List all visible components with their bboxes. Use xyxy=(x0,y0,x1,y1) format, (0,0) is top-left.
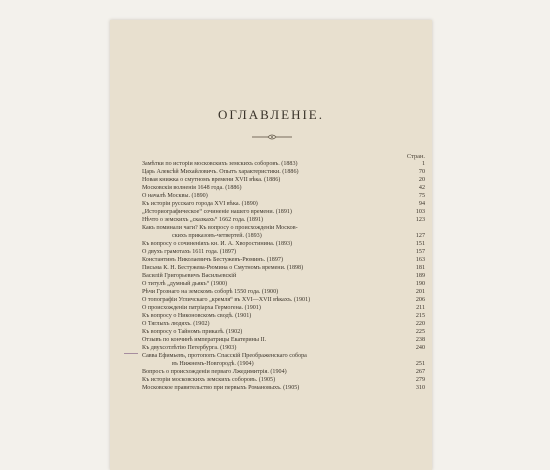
toc-entry-title: Московское правительство при первыхъ Романовыхъ. (1905) xyxy=(142,385,300,391)
toc-entry xyxy=(142,240,425,248)
toc-entry-page: 42 xyxy=(418,185,425,191)
toc-entry-page: 1 xyxy=(421,161,425,167)
toc-entry xyxy=(142,328,425,336)
toc-entry xyxy=(142,288,425,296)
toc-entry xyxy=(142,176,425,184)
toc-entry xyxy=(142,320,425,328)
toc-entry-title: Къ двухсотлѣтію Петербурга. (1903) xyxy=(142,345,237,351)
toc-entry-title: О началѣ Москвы. (1890) xyxy=(142,193,208,199)
toc-entry-title: Савва Ефимьевъ, протопопъ Спасскій Преображенскаго собора xyxy=(142,353,307,359)
toc-entry xyxy=(142,208,425,216)
toc-entry-page: 189 xyxy=(415,273,425,279)
toc-entry-page: 103 xyxy=(415,209,425,215)
toc-entry xyxy=(142,248,425,256)
toc-entry xyxy=(142,360,425,368)
book-page xyxy=(110,20,432,470)
toc-entry-title: Рѣчи Грознаго на земскомъ соборѣ 1550 года. (1900) xyxy=(142,289,279,295)
toc-entry-title: Замѣтки по исторіи московскихъ земскихъ соборовъ. (1883) xyxy=(142,161,298,167)
toc-entry xyxy=(142,192,425,200)
toc-entry xyxy=(142,168,425,176)
toc-entry-page: 75 xyxy=(418,193,425,199)
toc-entry-title: Василій Григорьевичъ Васильевскій xyxy=(142,273,237,279)
toc-entry-title: Къ исторіи московскихъ земскихъ соборовъ. (1905) xyxy=(142,377,276,383)
toc-entry xyxy=(142,160,425,168)
toc-entry xyxy=(142,184,425,192)
toc-entry-title: Московскія волненія 1648 года. (1886) xyxy=(142,185,242,191)
toc-entry xyxy=(142,232,425,240)
toc-entry xyxy=(142,296,425,304)
toc-entry xyxy=(142,368,425,376)
toc-entry-page: 206 xyxy=(415,297,425,303)
toc-entry-title: въ Нижнемъ-Новгородѣ. (1904) xyxy=(172,361,254,367)
toc-entry-page: 310 xyxy=(415,385,425,391)
toc-entry xyxy=(142,256,425,264)
toc-entry-title: О двухъ грамотахъ 1611 года. (1897) xyxy=(142,249,237,255)
toc-entry-page: 238 xyxy=(415,337,425,343)
toc-entry xyxy=(142,264,425,272)
toc-entry-page: 201 xyxy=(415,289,425,295)
table-of-contents xyxy=(142,160,425,392)
toc-entry-page: 225 xyxy=(415,329,425,335)
toc-entry-title: Вопросъ о происхожденіи перваго Лжедимитрія. (1904) xyxy=(142,369,287,375)
page-number-header: Стран. xyxy=(406,153,425,160)
toc-entry-title: О топографіи Угличскаго „кремля“ въ XVI—XVII вѣкахъ. (1901) xyxy=(142,297,311,303)
toc-entry-title: Къ исторіи русскаго города XVI вѣка. (1890) xyxy=(142,201,258,207)
toc-entry-title: Къ вопросу о сочиненіяхъ кн. И. А. Хворостинина. (1893) xyxy=(142,241,293,247)
toc-entry-page: 215 xyxy=(415,313,425,319)
toc-entry-page: 70 xyxy=(418,169,425,175)
toc-entry xyxy=(142,336,425,344)
toc-entry-title: Новая книжка о смутномъ времени XVII вѣка. (1886) xyxy=(142,177,281,183)
toc-entry-page: 251 xyxy=(415,361,425,367)
toc-entry xyxy=(142,200,425,208)
toc-entry-page: 211 xyxy=(416,305,425,311)
toc-entry-page: 94 xyxy=(418,201,425,207)
toc-entry-title: скихъ приказовъ-четвертей. (1893) xyxy=(172,233,262,239)
toc-entry-title: О титулѣ „думный дьякъ“ (1900) xyxy=(142,281,228,287)
toc-entry-page: 220 xyxy=(415,321,425,327)
toc-entry-page: 279 xyxy=(415,377,425,383)
toc-entry-page: 190 xyxy=(415,281,425,287)
scan-mark xyxy=(124,353,138,354)
toc-entry-title: О происхожденіи патріарха Гермогена. (1901) xyxy=(142,305,261,311)
toc-entry xyxy=(142,224,425,232)
toc-entry xyxy=(142,312,425,320)
toc-entry-title: Къ вопросу о Никоновскомъ сводѣ. (1901) xyxy=(142,313,252,319)
toc-entry-title: Къ вопросу о Тайномъ приказѣ. (1902) xyxy=(142,329,243,335)
toc-entry-page: 20 xyxy=(418,177,425,183)
toc-entry-title: Царь Алексѣй Михайловичъ. Опытъ характеристики. (1886) xyxy=(142,169,299,175)
toc-entry-page: 127 xyxy=(415,233,425,239)
title-ornament-icon xyxy=(250,132,294,142)
page-title: ОГЛАВЛЕНІЕ. xyxy=(218,107,324,122)
toc-entry-title: „Историографическое“ сочиненіе нашего времени. (1891) xyxy=(142,209,292,215)
toc-entry-title: Нѣчто о земскихъ „сказкахъ“ 1662 года. (1891) xyxy=(142,217,264,223)
toc-entry-page: 157 xyxy=(415,249,425,255)
toc-entry-title: Письма К. Н. Бестужева-Рюмина о Смутномъ времени. (1898) xyxy=(142,265,304,271)
toc-entry xyxy=(142,344,425,352)
toc-entry xyxy=(142,216,425,224)
toc-entry-page: 151 xyxy=(415,241,425,247)
toc-entry-title: Какъ поминали чаги? Къ вопросу о происхожденіи Москов- xyxy=(142,225,298,231)
toc-entry-title: О Тяглыхъ людяхъ. (1902) xyxy=(142,321,210,327)
toc-entry xyxy=(142,376,425,384)
toc-entry xyxy=(142,304,425,312)
toc-entry xyxy=(142,272,425,280)
toc-entry xyxy=(142,352,425,360)
toc-entry-page: 181 xyxy=(415,265,425,271)
toc-entry-title: Константинъ Николаевичъ Бестужевъ-Рюминъ. (1897) xyxy=(142,257,283,263)
toc-entry-page: 163 xyxy=(415,257,425,263)
toc-entry-title: Отзывъ по кончинѣ императрицы Екатерины II. xyxy=(142,337,267,343)
toc-entry-page: 123 xyxy=(415,217,425,223)
toc-entry xyxy=(142,384,425,392)
toc-entry-page: 240 xyxy=(415,345,425,351)
toc-entry-page: 267 xyxy=(415,369,425,375)
toc-entry xyxy=(142,280,425,288)
